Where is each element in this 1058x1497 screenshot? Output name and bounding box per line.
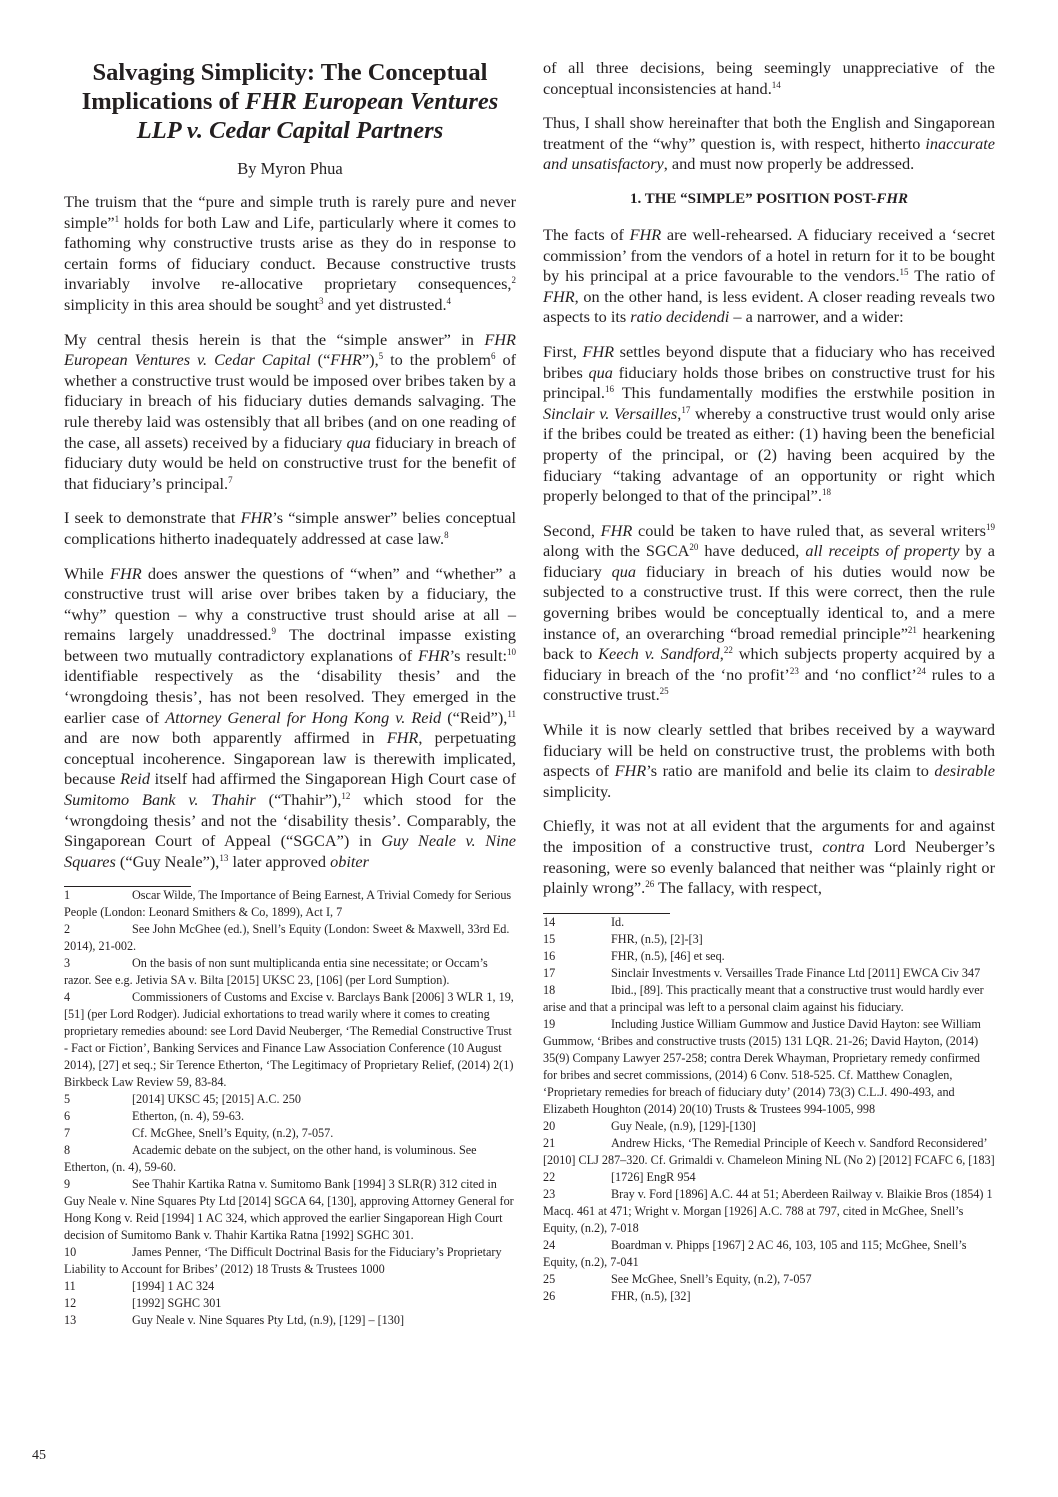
footnote-ref: 1 [114, 213, 120, 224]
text-run: 1. THE “SIMPLE” POSITION POST- [629, 190, 877, 207]
text-run: While it is now clearly settled that bribes received by a wayward fiduciary will be held on constructive trust, the problems with both aspects of [543, 720, 995, 781]
body-paragraph [543, 342, 995, 507]
text-run: simplicity. [543, 781, 612, 801]
text-run: fiduciary holds those bribes on constructive trust for his principal. [543, 362, 995, 403]
body-paragraph [543, 113, 995, 175]
footnote-ref: 18 [821, 487, 831, 498]
footnote-ref: 11 [507, 708, 517, 719]
footnote-text: Ibid., [89]. This practically meant that a constructive trust would hardly ever arise and that a principal was left to a personal claim against his fiduciary. [543, 982, 984, 1014]
italic-text: Keech v. Sandford [598, 644, 720, 664]
footnote-text: On the basis of non sunt multiplicanda entia sine necessitate; or Occam’s razor. See e.g. Jetivia SA v. Bilta [2015] UKSC 23, [106] (per Lord Sumption). [64, 956, 488, 988]
text-run: by a fiduciary [543, 541, 996, 581]
italic-text: desirable [934, 761, 996, 781]
text-run: (“Thahir”), [255, 790, 342, 810]
italic-text: FHR European Ventures LLP v. Cedar Capital Partners [136, 88, 499, 144]
italic-text: inaccurate and unsatisfactory [543, 133, 995, 174]
body-paragraph [64, 192, 516, 316]
footnote-ref: 23 [789, 665, 799, 676]
text-run: fiduciary in breach of fiduciary duty would be held on constructive trust for the benefit of that fiduciary’s principal. [64, 432, 517, 493]
text-run: The facts of [543, 224, 630, 244]
footnote-number: 2 [64, 922, 71, 937]
italic-text: Sinclair v. Versailles [543, 403, 678, 423]
text-run: First, [543, 341, 583, 361]
italic-text: FHR [629, 224, 662, 244]
footnote-text: FHR, (n.5), [32] [611, 1288, 691, 1303]
footnote [543, 1169, 995, 1186]
footnote-ref: 13 [219, 852, 229, 863]
text-run: I seek to demonstrate that [64, 508, 241, 528]
text-run: whereby a constructive trust would only arise if the bribes could be treated as either: (1) having been the beneficial property of the principal, or (2) having been acquired by the fiduciary “taking advantage of an opportunity or right which properly belonged to that of the principal”. [543, 403, 995, 506]
footnote-number: 21 [543, 1135, 556, 1150]
page-number: 45 [32, 1448, 46, 1463]
footnote-text: FHR, (n.5), [2]-[3] [611, 931, 703, 946]
italic-text: qua [588, 362, 613, 382]
text-run: of all three decisions, being seemingly unappreciative of the conceptual inconsistencies at hand. [543, 58, 995, 98]
footnote [543, 1288, 995, 1305]
footnote [543, 965, 995, 982]
footnote-number: 20 [543, 1118, 556, 1133]
italic-text: Attorney General for Hong Kong v. Reid [165, 707, 442, 727]
footnote-text: Academic debate on the subject, on the other hand, is voluminous. See Etherton, (n. 4), 59-60. [64, 1143, 477, 1175]
footnote-number: 22 [543, 1169, 556, 1184]
text-run: Thus, I shall show hereinafter that both the English and Singaporean treatment of the “why” question is, with respect, hitherto [543, 113, 995, 153]
text-run: and yet distrusted. [323, 294, 447, 314]
left-body [64, 192, 516, 872]
body-paragraph [543, 521, 995, 706]
footnote-text: Boardman v. Phipps [1967] 2 AC 46, 103, 105 and 115; McGhee, Snell’s Equity, (n.2), 7-041 [543, 1237, 967, 1269]
footnote-number: 4 [64, 990, 71, 1005]
footnote-ref: 4 [446, 295, 452, 306]
footnote [543, 1186, 995, 1237]
footnote [543, 948, 995, 965]
footnote [64, 1295, 516, 1312]
footnote-number: 15 [543, 931, 556, 946]
text-run: could be taken to have ruled that, as several writers [632, 520, 986, 540]
text-run: (“Reid”), [441, 707, 508, 727]
footnote-number: 13 [64, 1313, 77, 1328]
body-paragraph [64, 564, 516, 873]
footnote-text: FHR, (n.5), [46] et seq. [611, 948, 725, 963]
text-run: (“ [310, 350, 331, 370]
footnote-text: See John McGhee (ed.), Snell’s Equity (London: Sweet & Maxwell, 33rd Ed. 2014), 21-002. [64, 922, 510, 954]
text-run: Chiefly, it was not at all evident that the arguments for and against the imposition of a constructive trust, [543, 816, 995, 856]
footnote-text: Sinclair Investments v. Versailles Trade Finance Ltd [2011] EWCA Civ 347 [611, 965, 981, 980]
footnote-ref: 24 [916, 665, 926, 676]
footnote [543, 1118, 995, 1135]
footnote [64, 1091, 516, 1108]
footnote-text: James Penner, ‘The Difficult Doctrinal Basis for the Fiduciary’s Proprietary Liability to Account for Bribes’ (2012) 18 Trusts & Trustees 1000 [64, 1245, 502, 1277]
footnote-text: Guy Neale v. Nine Squares Pty Ltd, (n.9), [129] – [130] [132, 1313, 405, 1328]
body-paragraph [543, 225, 995, 328]
body-paragraph [543, 816, 995, 898]
footnote-ref: 20 [689, 542, 699, 553]
footnote [543, 982, 995, 1016]
text-run: While [64, 563, 111, 583]
footnote-ref: 14 [771, 79, 781, 90]
text-run: fiduciary in breach of his duties would now be subjected to a constructive trust. If this were correct, then the rule governing bribes would be conceptually identical to, and a mere instance of, an overarching “broad remedial principle” [543, 561, 995, 643]
footnote-ref: 5 [378, 351, 384, 362]
footnote-text: See Thahir Kartika Ratna v. Sumitomo Bank [1994] 3 SLR(R) 312 cited in Guy Neale v. Nine Squares Pty Ltd [2014] SGCA 64, [130], approving Attorney General for Hong Kong v. Reid [1994] 1 AC 324, which approved the earlier Singaporean High Court decision of Sumitomo Bank v. Thahir Kartika Ratna [1992] SGHC 301. [64, 1177, 514, 1243]
italic-text: qua [611, 561, 637, 581]
italic-text: Reid [120, 769, 150, 789]
text-run: ’s ratio are manifold and belie its claim to [646, 761, 935, 781]
italic-text: FHR [330, 350, 362, 370]
footnote [543, 1271, 995, 1288]
text-run: The doctrinal impasse existing between two mutually contradictory explanations of [64, 625, 516, 665]
footnote-text: Bray v. Ford [1896] A.C. 44 at 51; Aberdeen Railway v. Blaikie Bros (1854) 1 Macq. 461 at 471; Wright v. Morgan [1926] A.C. 788 at 797, cited in McGhee, Snell’s Equity, (n.2), 7-018 [543, 1186, 993, 1235]
footnote [543, 931, 995, 948]
right-body-top [543, 58, 995, 175]
text-run: identifiable respectively as the ‘disability thesis’ and the ‘wrongdoing thesis’, has not been resolved. They emerged in the earlier case of [64, 666, 516, 727]
italic-text: Guy Neale v. Nine Squares [64, 831, 516, 871]
right-column [543, 58, 995, 1305]
footnote-text: Commissioners of Customs and Excise v. Barclays Bank [2006] 3 WLR 1, 19, [51] (per Lord Rodger). Judicial exhortations to tread warily where it comes to creating proprietary remedies abound: see Lord David Neuberger, ‘The Remedial Constructive Trust - Fact or Fiction’, Banking Services and Finance Law Association Conference (10 August 2014), [27] et seq.; Sir Terence Etherton, ‘The Legitimacy of Proprietary Relief, (2014) 2(1) Birkbeck Law Review 59, 83-84. [64, 990, 514, 1090]
footnote-ref: 12 [341, 791, 351, 802]
text-run: and ‘no conflict’ [798, 664, 917, 684]
italic-text: FHR [110, 563, 142, 583]
left-column [64, 58, 516, 1329]
body-paragraph [64, 330, 516, 495]
text-run: The ratio of [908, 266, 995, 286]
italic-text: all receipts of property [805, 541, 960, 561]
text-run: , [677, 403, 682, 423]
text-run: have deduced, [698, 541, 806, 561]
text-run: are well-rehearsed. A fiduciary received a ‘secret commission’ from the vendors of a hotel in return for it to be bought by his principal at a price favourable to the vendors. [543, 224, 995, 286]
text-run: of whether a constructive trust would be imposed over bribes taken by a fiduciary in breach of his fiduciary duties demands salvaging. The rule thereby laid was ostensibly that all bribes (and on one reading of the case, all assets) received by a fiduciary [64, 350, 517, 452]
italic-text: FHR [876, 190, 908, 207]
right-body [543, 225, 995, 899]
footnote-ref: 26 [645, 879, 655, 890]
text-run: ’s result: [449, 645, 507, 665]
footnote [64, 1176, 516, 1244]
body-paragraph [543, 58, 995, 99]
text-run: Salvaging Simplicity: The Conceptual Implications of [81, 59, 488, 115]
footnote-text: Cf. McGhee, Snell’s Equity, (n.2), 7-057. [132, 1126, 334, 1141]
footnote-number: 24 [543, 1237, 556, 1252]
text-run: holds for both Law and Life, particularly where it comes to fathoming why constructive trusts arise as they do in response to certain forms of fiduciary conduct. Because constructive trusts invariably involve re-allocative proprietary consequences, [64, 212, 516, 294]
footnote [64, 1125, 516, 1142]
footnote-ref: 25 [659, 686, 669, 697]
italic-text: qua [346, 432, 371, 452]
footnote-number: 6 [64, 1109, 71, 1124]
text-run: , on the other hand, is less evident. A closer reading reveals two aspects to its [543, 286, 995, 327]
text-run: itself had affirmed the Singaporean High Court case of [150, 769, 516, 789]
footnote-number: 26 [543, 1288, 556, 1303]
footnote [543, 1016, 995, 1118]
footnote-text: [1992] SGHC 301 [132, 1296, 222, 1311]
text-run: , and must now properly be addressed. [663, 154, 915, 174]
footnote-text: [1994] 1 AC 324 [132, 1279, 215, 1294]
footnote-text: [1726] EngR 954 [611, 1169, 696, 1184]
footnote-ref: 9 [271, 626, 277, 637]
footnote-number: 8 [64, 1143, 71, 1158]
text-run: , perpetuating conceptual incoherence. Singaporean law is therewith implicated, because [64, 728, 516, 789]
text-run: simplicity in this area should be sought [64, 294, 320, 314]
text-run: Second, [543, 520, 601, 540]
footnote-text: Id. [611, 914, 625, 929]
footnote-number: 16 [543, 948, 556, 963]
italic-text: ratio decidendi [630, 307, 730, 327]
text-run: ”), [361, 350, 379, 370]
footnote-number: 11 [64, 1279, 76, 1294]
footnote-ref: 19 [986, 521, 995, 532]
text-run: Lord Neuberger’s reasoning, were so evenly balanced that neither was “plainly right or plainly wrong”. [543, 837, 995, 898]
footnote-ref: 15 [899, 267, 909, 278]
footnote-text: Etherton, (n. 4), 59-63. [132, 1109, 245, 1124]
footnote-number: 23 [543, 1186, 556, 1201]
text-run: and are now both apparently affirmed in [64, 728, 387, 748]
italic-text: FHR [417, 645, 450, 665]
footnote-ref: 17 [681, 404, 691, 415]
footnote-text: Oscar Wilde, The Importance of Being Earnest, A Trivial Comedy for Serious People (London: Leonard Smithers & Co, 1899), Act I, 7 [64, 888, 512, 920]
body-paragraph [543, 720, 995, 802]
footnote [64, 1142, 516, 1176]
text-run: – a narrower, and a wider: [729, 307, 904, 327]
footnote [64, 1312, 516, 1329]
text-run: ’s “simple answer” belies conceptual complications hitherto inadequately addressed at case law. [64, 508, 516, 548]
footnote-text: [2014] UKSC 45; [2015] A.C. 250 [132, 1092, 301, 1107]
text-run: settles beyond dispute that a fiduciary who has received bribes [543, 341, 995, 382]
text-run: later approved [228, 851, 331, 871]
footnote [543, 914, 995, 931]
footnote [64, 1244, 516, 1278]
text-run: (“Guy Neale”), [115, 851, 220, 871]
footnote-text: Including Justice William Gummow and Justice David Hayton: see William Gummow, ‘Bribes and constructive trusts (2015) 131 LQR. 21-26; David Hayton, (2014) 35(9) Company Lawyer 257-258; contra Derek Whayman, Proprietary remedy confirmed for bribes and secret commissions, (2014) 6 Conv. 518-525. Cf. Matthew Conaglen, ‘Proprietary remedies for breach of fiduciary duty’ (2014) 73(3) C.L.J. 490-493, and Elizabeth Houghton (2014) 20(10) Trusts & Trustees 994-1005, 998 [543, 1016, 981, 1116]
footnote-text: Guy Neale, (n.9), [129]-[130] [611, 1118, 756, 1133]
footnote-number: 14 [543, 914, 556, 929]
footnote-ref: 21 [907, 624, 917, 635]
footnote-number: 19 [543, 1016, 556, 1031]
footnote [64, 955, 516, 989]
italic-text: contra [822, 837, 865, 856]
footnote [64, 887, 516, 921]
footnote-text: Andrew Hicks, ‘The Remedial Principle of Keech v. Sandford Reconsidered’ [2010] CLJ 287–320. Cf. Grimaldi v. Chameleon Mining NL (No 2) [2012] FCAFC 6, [183] [543, 1135, 995, 1167]
footnote-text: See McGhee, Snell’s Equity, (n.2), 7-057 [611, 1271, 812, 1286]
left-footnotes [64, 887, 516, 1329]
footnote-ref: 8 [444, 529, 449, 540]
footnote [64, 1278, 516, 1295]
footnote [64, 1108, 516, 1125]
article-title [64, 58, 516, 145]
text-run: hearkening back to [543, 623, 995, 664]
text-run: The fallacy, with respect, [654, 878, 822, 898]
footnote-number: 12 [64, 1296, 77, 1311]
italic-text: FHR [582, 341, 615, 361]
footnote-number: 10 [64, 1245, 77, 1260]
footnote-number: 5 [64, 1092, 71, 1107]
text-run: My central thesis herein is that the “simple answer” in [64, 329, 485, 349]
footnote-ref: 7 [228, 474, 233, 485]
footnote [64, 921, 516, 955]
footnote [543, 1237, 995, 1271]
section-heading [543, 189, 995, 209]
text-run: along with the SGCA [543, 541, 690, 561]
italic-text: obiter [330, 851, 369, 871]
footnote-ref: 10 [507, 646, 516, 657]
footnote-number: 25 [543, 1271, 556, 1286]
body-paragraph [64, 508, 516, 549]
footnote-ref: 2 [511, 275, 516, 286]
footnote-number: 1 [64, 888, 71, 903]
footnote-number: 3 [64, 956, 71, 971]
text-run: rules to a constructive trust. [543, 664, 995, 705]
right-footnotes [543, 914, 995, 1305]
text-run: , [719, 644, 724, 664]
text-run: which subjects property acquired by a fiduciary in breach of the ‘no profit’ [543, 644, 995, 684]
footnote-number: 18 [543, 982, 556, 997]
italic-text: FHR [614, 761, 647, 781]
footnote-number: 9 [64, 1177, 71, 1192]
footnote-ref: 22 [723, 645, 733, 656]
footnote-ref: 6 [490, 351, 496, 362]
text-run: to the problem [383, 350, 491, 370]
italic-text: FHR [543, 286, 575, 306]
footnote-ref: 16 [604, 384, 614, 395]
footnote [543, 1135, 995, 1169]
author-byline: By Myron Phua [237, 159, 343, 178]
text-run: This fundamentally modifies the erstwhile position in [613, 383, 995, 403]
text-run: which stood for the ‘wrongdoing thesis’ and not the ‘disability thesis’. Comparably, the Singaporean Court of Appeal (“SGCA”) in [64, 790, 516, 851]
text-run: The truism that the “pure and simple truth is rarely pure and never simple” [64, 192, 516, 232]
footnote [64, 989, 516, 1091]
italic-text: FHR [240, 508, 273, 528]
italic-text: Sumitomo Bank v. Thahir [64, 790, 256, 810]
footnote-ref: 3 [319, 295, 324, 306]
italic-text: FHR European Ventures v. Cedar Capital [64, 329, 516, 370]
footnote-number: 7 [64, 1126, 71, 1141]
italic-text: FHR [386, 728, 419, 748]
italic-text: FHR [600, 520, 633, 540]
text-run: does answer the questions of “when” and “whether” a constructive trust will arise over bribes taken by a fiduciary, the “why” question – why a constructive trust should arise at all – remains largely unaddressed. [64, 563, 516, 645]
footnote-number: 17 [543, 965, 556, 980]
